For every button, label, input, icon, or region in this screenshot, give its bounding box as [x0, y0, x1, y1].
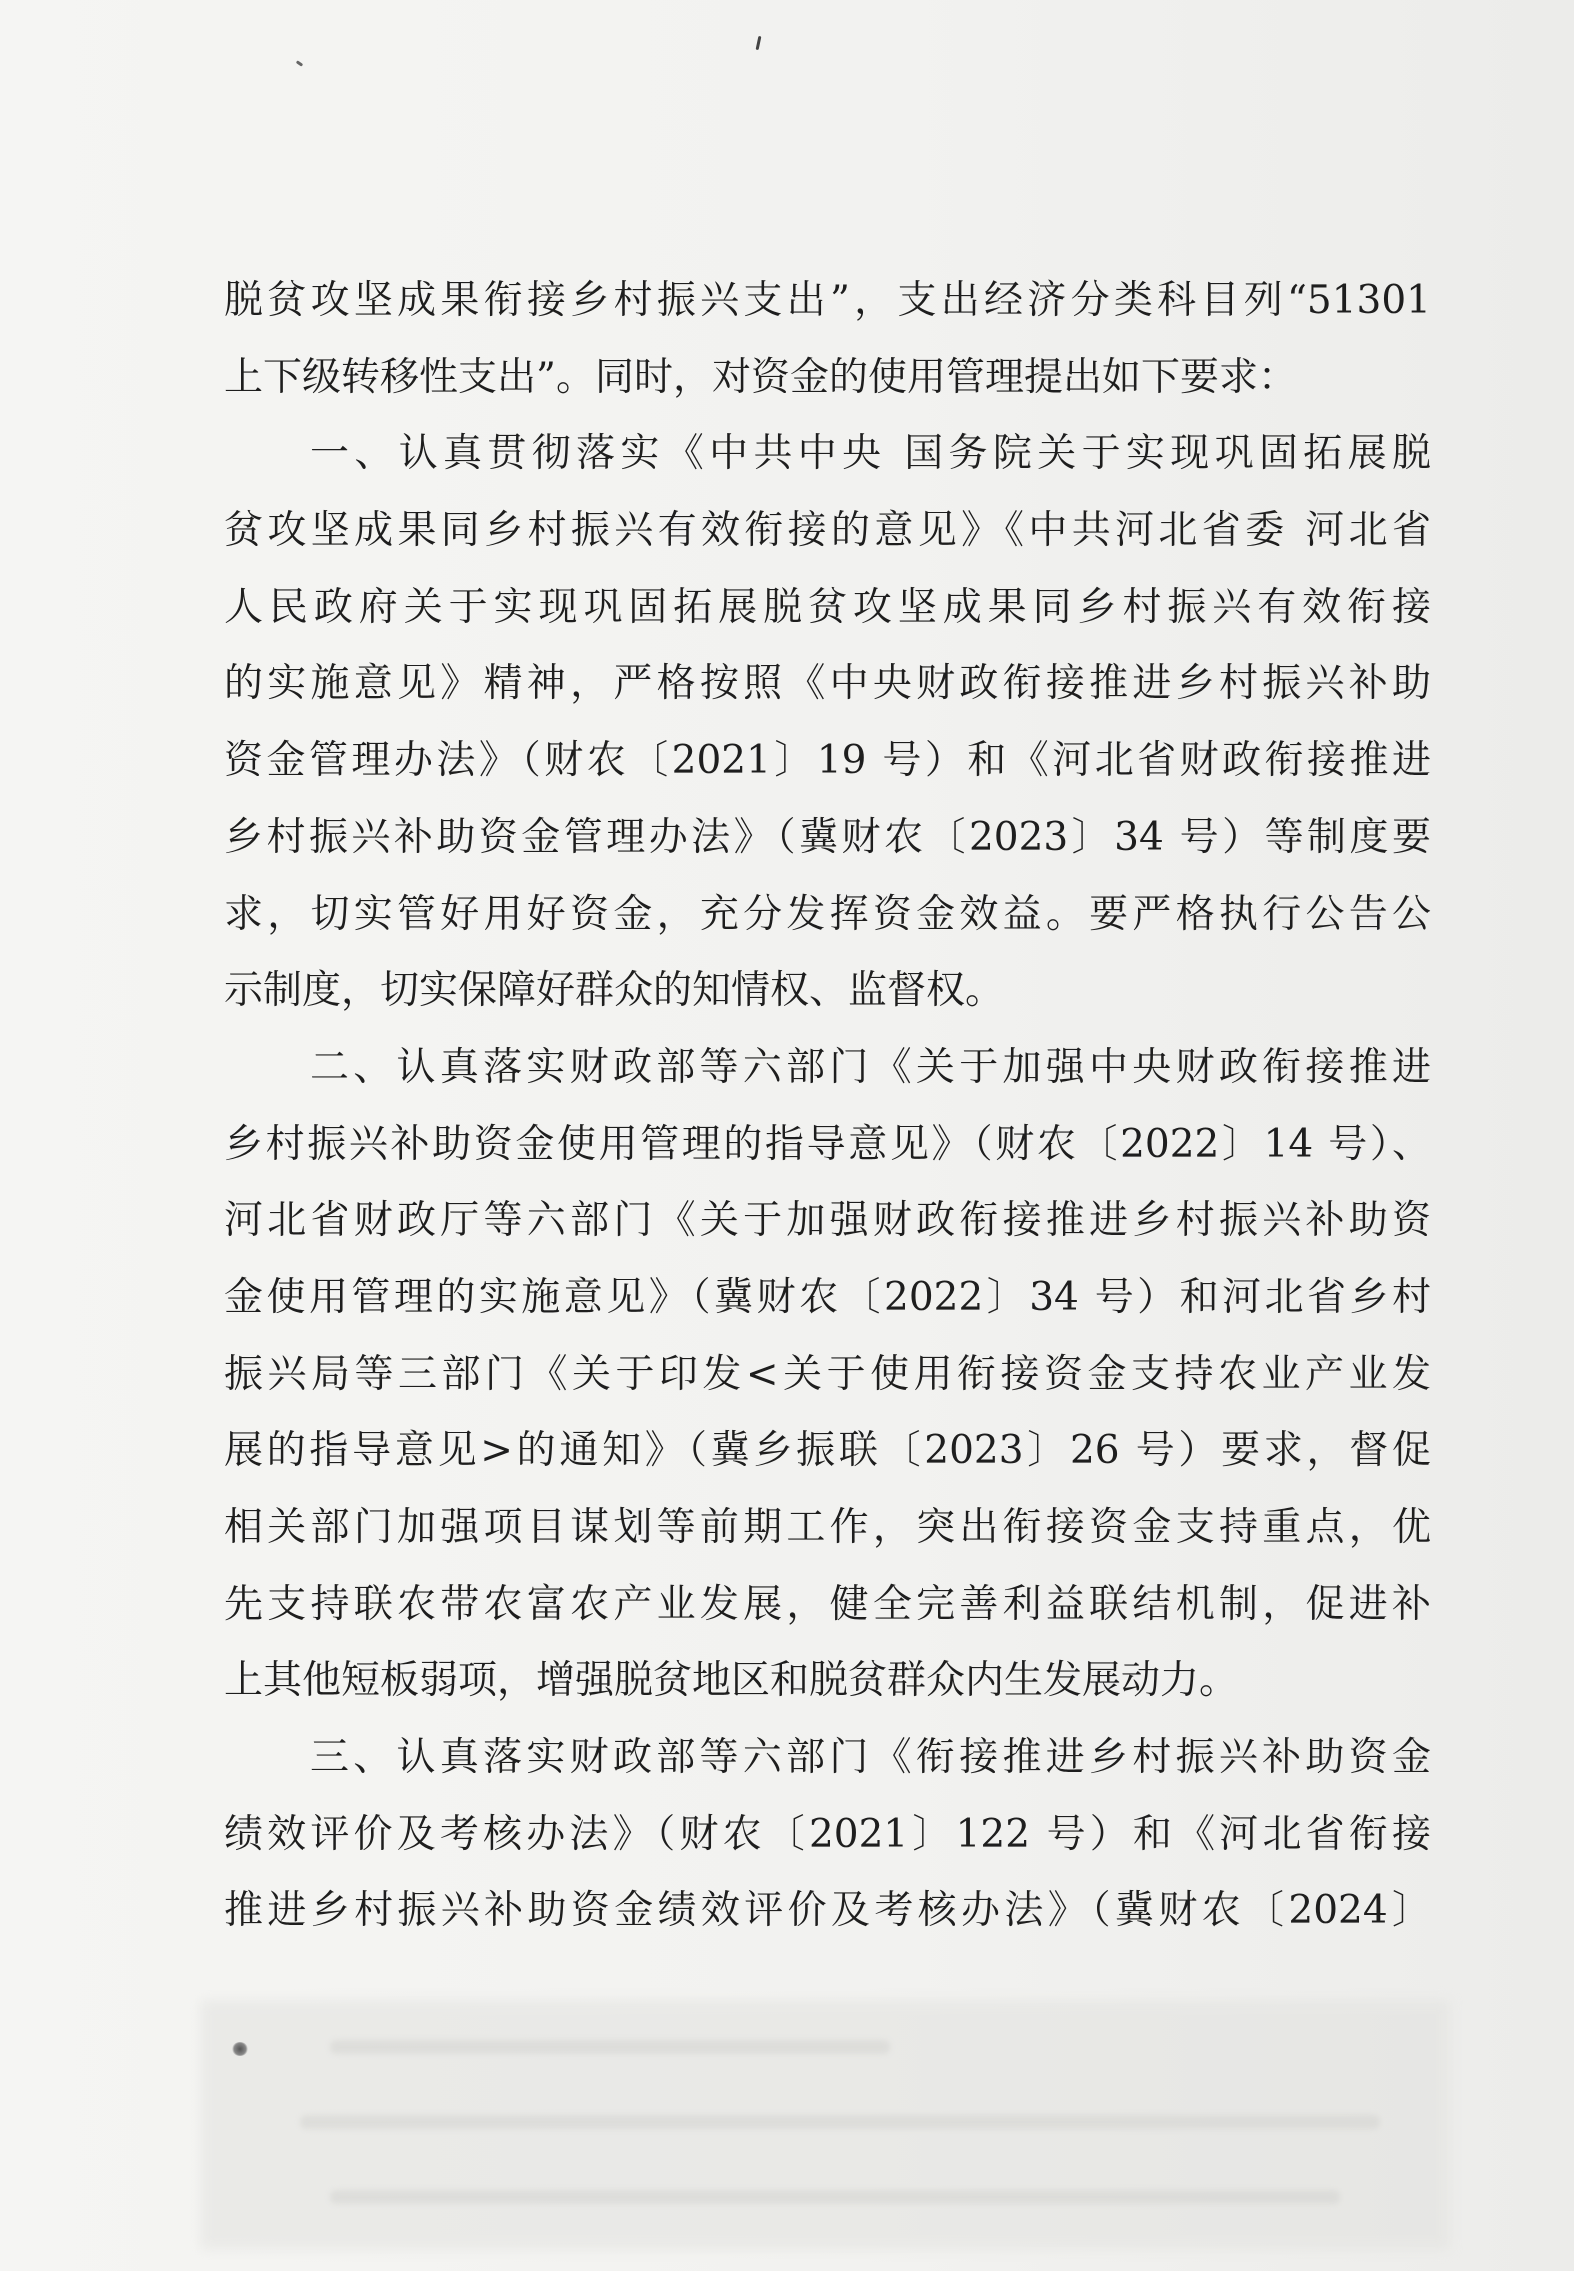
body-text	[224, 263, 1431, 1950]
text-line: 一、认真贯彻落实《中共中央 国务院关于实现巩固拓展脱	[310, 431, 1431, 477]
scan-mark	[296, 60, 303, 66]
text-line: 乡村振兴补助资金使用管理的指导意见》（财农〔2022〕14 号）、	[224, 1121, 1431, 1167]
text-line: 三、认真落实财政部等六部门《衔接推进乡村振兴补助资金	[310, 1735, 1431, 1781]
text-line: 先支持联农带农富农产业发展，健全完善利益联结机制，促进补	[224, 1581, 1431, 1627]
text-line: 示制度，切实保障好群众的知情权、监督权。	[224, 968, 1005, 1014]
bleed-through-line	[330, 2190, 1340, 2204]
bleed-through-line	[330, 2040, 890, 2054]
text-line: 人民政府关于实现巩固拓展脱贫攻坚成果同乡村振兴有效衔接	[224, 584, 1431, 630]
bleed-through-line	[300, 2115, 1380, 2129]
text-line: 推进乡村振兴补助资金绩效评价及考核办法》（冀财农〔2024〕	[224, 1888, 1431, 1934]
text-line: 河北省财政厅等六部门《关于加强财政衔接推进乡村振兴补助资	[224, 1198, 1431, 1244]
text-line: 二、认真落实财政部等六部门《关于加强中央财政衔接推进	[310, 1044, 1431, 1090]
text-line: 资金管理办法》（财农〔2021〕19 号）和《河北省财政衔接推进	[224, 738, 1431, 784]
text-line: 展的指导意见>的通知》（冀乡振联〔2023〕26 号）要求，督促	[224, 1428, 1431, 1474]
text-line: 脱贫攻坚成果衔接乡村振兴支出”，支出经济分类科目列“51301	[224, 278, 1431, 323]
text-line: 金使用管理的实施意见》（冀财农〔2022〕34 号）和河北省乡村	[224, 1274, 1431, 1320]
scan-smudge	[232, 2042, 248, 2056]
text-line: 求，切实管好用好资金，充分发挥资金效益。要严格执行公告公	[224, 891, 1431, 937]
text-line: 振兴局等三部门《关于印发<关于使用衔接资金支持农业产业发	[224, 1351, 1431, 1397]
text-line: 乡村振兴补助资金管理办法》（冀财农〔2023〕34 号）等制度要	[224, 814, 1431, 860]
text-line: 绩效评价及考核办法》（财农〔2021〕122 号）和《河北省衔接	[224, 1811, 1431, 1857]
bleed-through-band	[200, 2000, 1450, 2250]
text-line: 上下级转移性支出”。同时，对资金的使用管理提出如下要求：	[224, 354, 1297, 400]
text-line: 的实施意见》精神，严格按照《中央财政衔接推进乡村振兴补助	[224, 661, 1431, 707]
text-line: 相关部门加强项目谋划等前期工作，突出衔接资金支持重点，优	[224, 1505, 1431, 1550]
text-line: 上其他短板弱项，增强脱贫地区和脱贫群众内生发展动力。	[224, 1658, 1239, 1704]
scan-mark	[756, 36, 762, 50]
text-line: 贫攻坚成果同乡村振兴有效衔接的意见》《中共河北省委 河北省	[224, 508, 1431, 554]
